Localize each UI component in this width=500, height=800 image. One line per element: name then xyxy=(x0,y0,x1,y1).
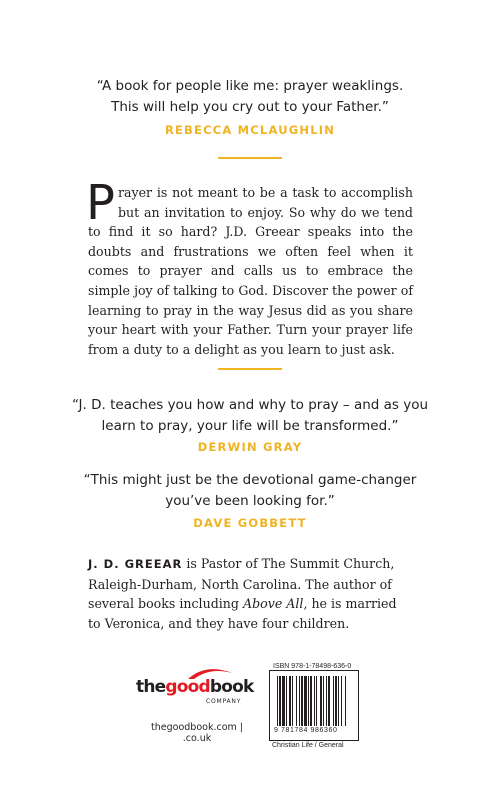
quote-3 xyxy=(0,470,500,512)
quote-3-author: DAVE GOBBETT xyxy=(193,516,307,530)
quote-1 xyxy=(0,76,500,118)
quote-1-author: REBECCA MCLAUGHLIN xyxy=(164,123,336,137)
quote-2 xyxy=(0,395,500,437)
logo-good: good xyxy=(165,677,210,697)
quote-1-line-1: “A book for people like me: prayer weaklings. xyxy=(96,78,404,94)
divider-2 xyxy=(218,368,282,370)
logo-wordmark xyxy=(136,677,254,697)
bio-text-before: is Pastor of The Summit Church, Raleigh-Durham, North Carolina. The author of several books including xyxy=(88,556,395,612)
book-title: Above All xyxy=(242,596,304,612)
quote-2-author: DERWIN GRAY xyxy=(197,440,303,454)
author-name: J. D. GREEAR xyxy=(88,557,183,571)
quote-2-line-1: “J. D. teaches you how and why to pray – and as you xyxy=(71,397,429,413)
drop-cap: P xyxy=(86,175,115,231)
quote-3-line-2: you’ve been looking for.” xyxy=(165,493,335,509)
logo-company: COMPANY xyxy=(206,698,242,705)
isbn-label: ISBN 978-1-78498-636-0 xyxy=(273,663,352,670)
logo-book: book xyxy=(209,677,254,697)
blurb-text: rayer is not meant to be a task to accomplish but an invitation to enjoy. So why do we tend to find it so hard? J.D. Greear speaks into the doubts and frustrations we often feel when it comes to prayer and calls us to embrace the simple joy of talking to God. Discover the power of learning to pray in the way Jesus did as you share your heart with your Father. Turn your prayer life from a duty to a delight as you learn to just ask. xyxy=(88,185,413,357)
quote-1-line-2: This will help you cry out to your Father.” xyxy=(111,99,389,115)
barcode-bars xyxy=(276,676,352,726)
publisher-logo xyxy=(136,665,256,715)
book-blurb xyxy=(86,175,413,359)
bio-text-after: , he is married to Veronica, and they have four children. xyxy=(88,596,397,631)
divider-1 xyxy=(218,157,282,159)
barcode xyxy=(269,670,359,741)
author-bio xyxy=(88,554,413,633)
publisher-website: thegoodbook.com | .co.uk xyxy=(151,722,243,744)
barcode-number: 9 781784 986360 xyxy=(274,727,338,734)
logo-the: the xyxy=(136,677,166,697)
book-category: Christian Life / General xyxy=(272,742,344,749)
quote-2-line-2: learn to pray, your life will be transformed.” xyxy=(101,418,399,434)
quote-3-line-1: “This might just be the devotional game-changer xyxy=(83,472,417,488)
